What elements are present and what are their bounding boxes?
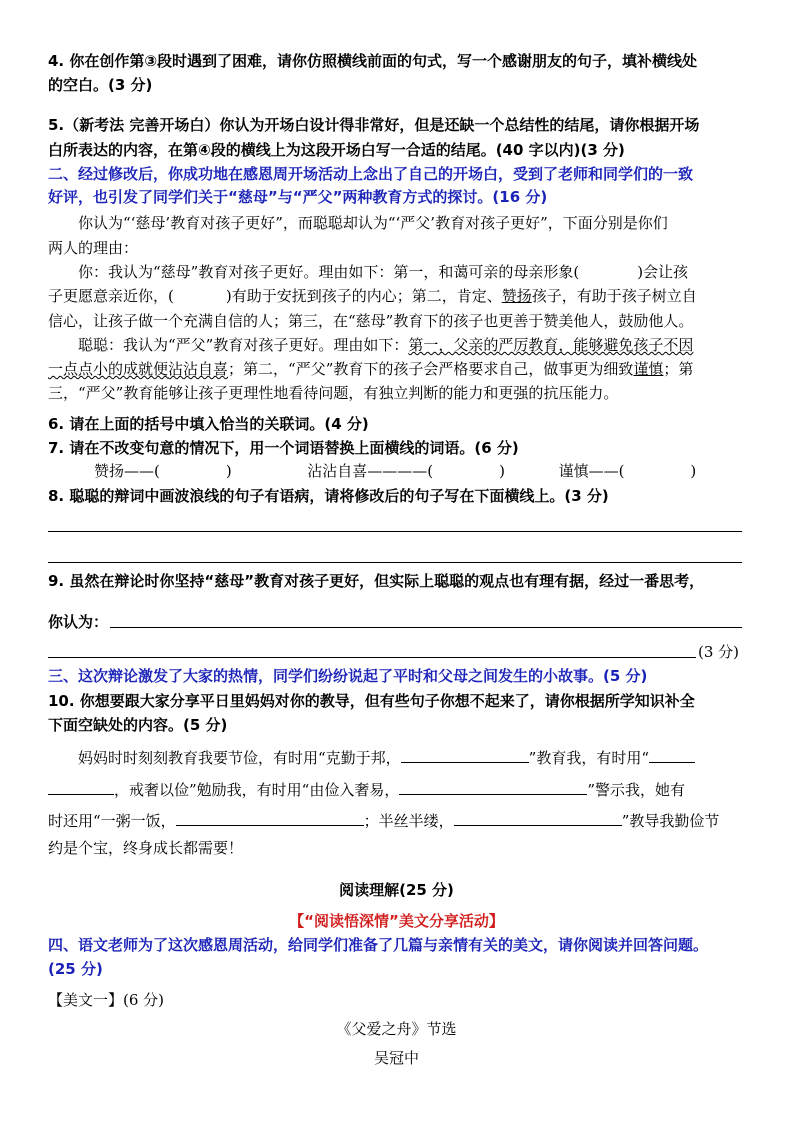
q10-para-line2: ，戒奢以俭”勉励我，有时用“由俭入奢易， ”警示我，她有 bbox=[48, 778, 748, 800]
q10-blank2-end[interactable] bbox=[48, 778, 114, 795]
q10-line2: 下面空缺处的内容。(5 分) bbox=[48, 716, 228, 734]
section4-heading-line1: 四、语文老师为了这次感恩周活动，给同学们准备了几篇与亲情有关的美文，请你阅读并回答问题。 bbox=[48, 936, 709, 954]
passage1-title: 《父爱之舟》节选 bbox=[336, 1020, 457, 1038]
q5-line1: 5.（新考法 完善开场白）你认为开场白设计得非常好，但是还缺一个总结性的结尾，请你根据开场 bbox=[48, 116, 700, 134]
congcong-reason-line3: 三，“严父”教育能够让孩子更理性地看待问题，有独立判断的能力和更强的抗压能力。 bbox=[48, 384, 619, 402]
q7-word1: 赞扬——( bbox=[94, 462, 160, 480]
q6: 6. 请在上面的括号中填入恰当的关联词。(4 分) bbox=[48, 415, 369, 433]
q7-word2: 沾沾自喜————( bbox=[307, 462, 434, 480]
your-reason-line2: 子更愿意亲近你，( )有助于安抚到孩子的内心；第二，肯定、赞扬孩子，有助于孩子树立自 bbox=[48, 287, 697, 305]
q10-para-line4: 约是个宝，终身成长都需要！ bbox=[48, 839, 244, 857]
q4-line2: 的空白。(3 分) bbox=[48, 76, 153, 94]
section2-heading-line1: 二、经过修改后，你成功地在感恩周开场活动上念出了自己的开场白，受到了老师和同学们的一致 bbox=[48, 165, 694, 183]
q9-label: 你认为： bbox=[48, 613, 109, 631]
congcong-reason-line2: 一点点小的成就便沾沾自喜；第二，“严父”教育下的孩子会严格要求自己，做事更为细致谨慎；第 bbox=[48, 360, 694, 378]
wavy-sentence-part2: 一点点小的成就便 bbox=[48, 360, 169, 378]
debate-intro-line2: 两人的理由： bbox=[48, 239, 139, 257]
q9-answer-line1[interactable] bbox=[110, 627, 742, 628]
section4-heading-line2: (25 分) bbox=[48, 960, 103, 978]
q8: 8. 聪聪的辩词中画波浪线的句子有语病，请将修改后的句子写在下面横线上。(3 分) bbox=[48, 487, 609, 505]
reading-activity-title: 【“阅读悟深情”美文分享活动】 bbox=[289, 912, 504, 930]
q10-para-line3: 时还用“一粥一饭， ；半丝半缕， ”教导我勤俭节 bbox=[48, 809, 748, 831]
section3-heading: 三、这次辩论激发了大家的热情，同学们纷纷说起了平时和父母之间发生的小故事。(5 分) bbox=[48, 667, 648, 685]
debate-intro-line1: 你认为“‘慈母’教育对孩子更好”，而聪聪却认为“‘严父’教育对孩子更好”，下面分别是你们 bbox=[78, 214, 668, 232]
passage1-author: 吴冠中 bbox=[373, 1049, 419, 1067]
underlined-jinshen: 谨慎 bbox=[633, 360, 664, 378]
wavy-sentence-part1: 第一，父亲的严厉教育，能够避免孩子不因 bbox=[408, 336, 694, 354]
q10-line1: 10. 你想要跟大家分享平日里妈妈对你的教导，但有些句子你想不起来了，请你根据所学知识补全 bbox=[48, 692, 695, 710]
q9-line1: 9. 虽然在辩论时你坚持“慈母”教育对孩子更好，但实际上聪聪的观点也有理有据，经过一番思考， bbox=[48, 572, 705, 590]
q5-line2: 白所表达的内容，在第④段的横线上为这段开场白写一合适的结尾。(40 字以内)(3 分) bbox=[48, 141, 625, 159]
q10-blank1[interactable] bbox=[401, 746, 529, 763]
q4-line1: 4. 你在创作第③段时遇到了困难，请你仿照横线前面的句式，写一个感谢朋友的句子，填补横线处 bbox=[48, 52, 698, 70]
q9-score: (3 分) bbox=[698, 643, 740, 661]
q7-word-blanks: 赞扬——( ) 沾沾自喜————( ) 谨慎——( ) bbox=[94, 462, 697, 480]
your-reason-line1: 你：我认为“慈母”教育对孩子更好。理由如下：第一，和蔼可亲的母亲形象( )会让孩 bbox=[78, 263, 689, 281]
q10-para-line1: 妈妈时时刻刻教育我要节俭，有时用“克勤于邦， ”教育我，有时用“ bbox=[48, 746, 778, 768]
congcong-reason-line1: 聪聪：我认为“严父”教育对孩子更好。理由如下：第一，父亲的严厉教育，能够避免孩子不因 bbox=[78, 336, 694, 354]
q8-answer-line2[interactable] bbox=[48, 562, 742, 563]
q9-answer-line2[interactable] bbox=[48, 657, 696, 658]
section2-heading-line2: 好评，也引发了同学们关于“慈母”与“严父”两种教育方式的探讨。(16 分) bbox=[48, 188, 548, 206]
q7-title: 7. 请在不改变句意的情况下，用一个词语替换上面横线的词语。(6 分) bbox=[48, 439, 519, 457]
passage1-label: 【美文一】(6 分) bbox=[48, 991, 165, 1009]
reading-section-title: 阅读理解(25 分) bbox=[339, 881, 454, 899]
q10-blank4[interactable] bbox=[176, 809, 364, 826]
your-reason-line3: 信心，让孩子做一个充满自信的人；第三，在“慈母”教育下的孩子也更善于赞美他人，鼓励他人。 bbox=[48, 312, 694, 330]
underlined-zhanzhanzixi: 沾沾自喜 bbox=[168, 360, 229, 378]
q10-blank5[interactable] bbox=[454, 809, 622, 826]
q10-blank2-start[interactable] bbox=[649, 746, 695, 763]
q7-word3: 谨慎——( bbox=[558, 462, 625, 480]
q10-blank3[interactable] bbox=[399, 778, 587, 795]
underlined-zanyang: 赞扬 bbox=[501, 287, 532, 305]
q8-answer-line1[interactable] bbox=[48, 531, 742, 532]
